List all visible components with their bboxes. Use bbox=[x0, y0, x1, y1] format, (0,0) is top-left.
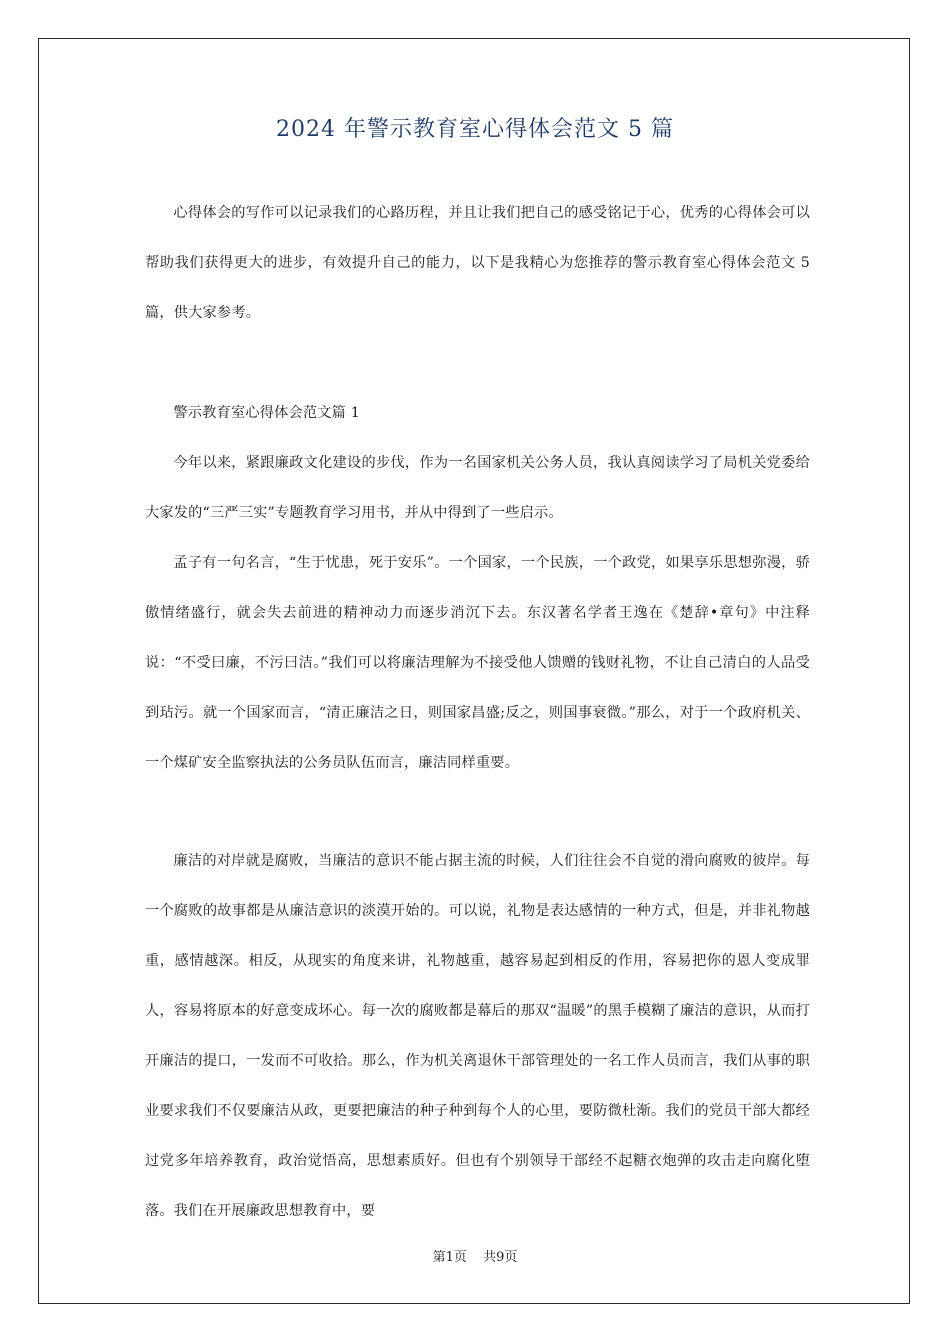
section-heading: 警示教育室心得体会范文篇 1 bbox=[173, 405, 360, 421]
body-paragraph-1: 今年以来，紧跟廉政文化建设的步伐，作为一名国家机关公务人员，我认真阅读学习了局机关党委给大家发的“三严三实”专题教育学习用书，并从中得到了一些启示。 bbox=[145, 455, 810, 521]
page-number-total: 共9页 bbox=[483, 1250, 518, 1265]
body-paragraph-3: 廉洁的对岸就是腐败，当廉洁的意识不能占据主流的时候，人们往往会不自觉的滑向腐败的彼岸。每一个腐败的故事都是从廉洁意识的淡漠开始的。可以说，礼物是表达感情的一种方式，但是，并非礼物越重，感情越深。相反，从现实的角度来讲，礼物越重，越容易起到相反的作用，容易把你的恩人变成罪人，容易将原本的好意变成坏心。每一次的腐败都是幕后的那双“温暖”的黑手模糊了廉洁的意识，从而打开廉洁的提口，一发而不可收拾。那么，作为机关离退休干部管理处的一名工作人员而言，我们从事的职业要求我们不仅要廉洁从政，更要把廉洁的种子种到每个人的心里，要防微杜渐。我们的党员干部大都经过党多年培养教育，政治觉悟高，思想素质好。但也有个别领导干部经不起糖衣炮弹的攻击走向腐化堕落。我们在开展廉政思想教育中，要 bbox=[145, 853, 810, 1219]
document-title: 2024 年警示教育室心得体会范文 5 篇 bbox=[276, 117, 674, 142]
page-footer bbox=[0, 1246, 950, 1265]
page-number-current: 第1页 bbox=[432, 1250, 467, 1265]
intro-paragraph: 心得体会的写作可以记录我们的心路历程，并且让我们把自己的感受铭记于心，优秀的心得体会可以帮助我们获得更大的进步，有效提升自己的能力，以下是我精心为您推荐的警示教育室心得体会范文 5 篇，供大家参考。 bbox=[145, 205, 810, 321]
body-paragraph-2: 孟子有一句名言，“生于忧患，死于安乐”。一个国家，一个民族，一个政党，如果享乐思想弥漫，骄傲情绪盛行，就会失去前进的精神动力而逐步消沉下去。东汉著名学者王逸在《楚辞•章句》中注释说：“不受曰廉，不污曰洁。”我们可以将廉洁理解为不接受他人馈赠的钱财礼物，不让自己清白的人品受到玷污。就一个国家而言，“清正廉洁之日，则国家昌盛;反之，则国事衰微。”那么，对于一个政府机关、一个煤矿安全监察执法的公务员队伍而言，廉洁同样重要。 bbox=[145, 555, 810, 771]
